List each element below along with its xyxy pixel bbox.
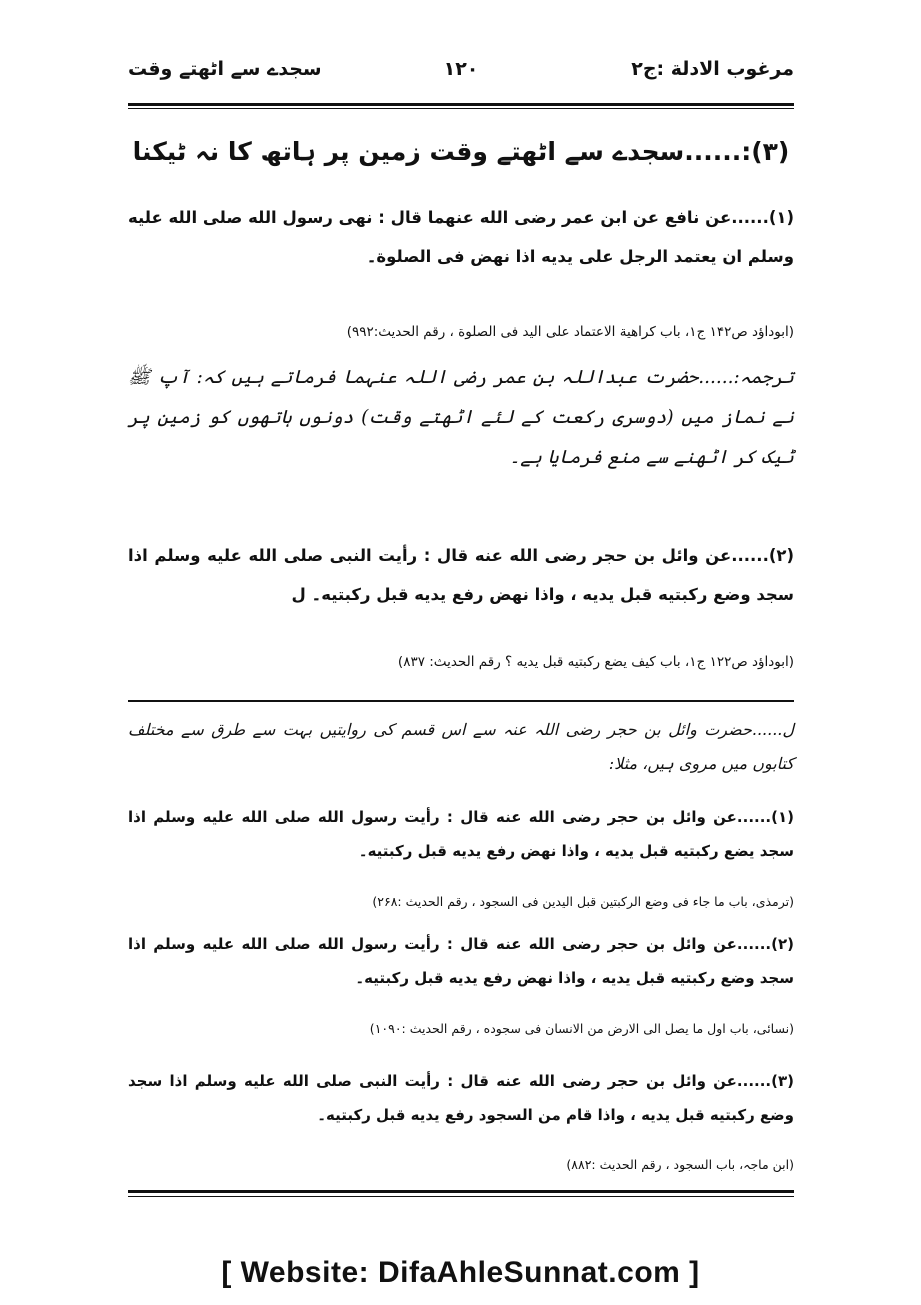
header-rule	[128, 103, 794, 106]
footnote-item-1-reference: (ترمذی، باب ما جاء فی وضع الرکبتین قبل الیدین فی السجود ، رقم الحدیث :۲۶۸)	[372, 894, 794, 909]
section-title: (۳):......سجدے سے اٹھتے وقت زمین پر ہاتھ کا نہ ٹیکنا	[132, 137, 790, 166]
header-rule-thin	[128, 108, 794, 109]
website-footer: [ Website: DifaAhleSunnat.com ]	[221, 1256, 700, 1289]
page-number: ۱۲۰	[443, 58, 479, 80]
hadith-1-text: (۱)......عن نافع عن ابن عمر رضی الله عنهما قال : نهی رسول الله صلی الله علیه وسلم ان یعتمد الرجل علی یدیه اذا نهض فی الصلوة۔	[128, 208, 794, 266]
footnote-separator	[128, 700, 794, 702]
bottom-rule	[128, 1190, 794, 1193]
hadith-1-reference: (ابوداؤد ص۱۴۲ ج۱، باب کراهیة الاعتماد علی الید فی الصلوة ، رقم الحدیث:۹۹۲)	[346, 324, 794, 340]
footnote-item-3-text: (۳)......عن وائل بن حجر رضی الله عنه قال : رأیت النبی صلی الله علیه وسلم اذا سجد وضع رکبتیه قبل یدیه ، واذا قام من السجود رفع یدیه قبل رکبتیه۔	[128, 1072, 794, 1124]
footnote-intro: ل......حضرت وائل بن حجر رضی اللہ عنہ سے اس قسم کی روایتیں بہت سے طرق سے مختلف کتابوں میں مروی ہیں، مثلا:	[128, 720, 794, 773]
footnote-item-1-text: (۱)......عن وائل بن حجر رضی الله عنه قال : رأیت رسول الله صلی الله علیه وسلم اذا سجد یضع رکبتیه قبل یدیه ، واذا نهض رفع یدیه قبل رکبتیه۔	[128, 808, 794, 860]
book-title: مرغوب الادلة :ج۲	[631, 58, 794, 80]
footnote-item-2-text: (۲)......عن وائل بن حجر رضی الله عنه قال : رأیت رسول الله صلی الله علیه وسلم اذا سجد وضع رکبتیه قبل یدیه ، واذا نهض رفع یدیه قبل رکبتیه۔	[128, 935, 794, 987]
footnote-item-3-reference: (ابن ماجہ، باب السجود ، رقم الحدیث :۸۸۲)	[566, 1157, 794, 1172]
footnote-item-2-reference: (نسائی، باب اول ما یصل الی الارض من الانسان فی سجوده ، رقم الحدیث :۱۰۹۰)	[369, 1021, 794, 1036]
page-header	[128, 52, 794, 96]
bottom-rule-thin	[128, 1196, 794, 1197]
hadith-1-translation: ترجمہ:......حضرت عبداللہ بن عمر رضی اللہ عنہما فرماتے ہیں کہ: آپ ﷺ نے نماز میں (دوسری رکعت کے لئے اٹھتے وقت) دونوں ہاتھوں کو زمین پر ٹیک کر اٹھنے سے منع فرمایا ہے۔	[128, 367, 794, 468]
running-title: سجدے سے اٹھتے وقت	[128, 58, 322, 80]
hadith-2-reference: (ابوداؤد ص۱۲۲ ج۱، باب کیف یضع رکبتیه قبل یدیه ؟ رقم الحدیث: ۸۳۷)	[397, 654, 794, 670]
hadith-2-text: (۲)......عن وائل بن حجر رضی الله عنه قال : رأیت النبی صلی الله علیه وسلم اذا سجد وضع رکبتیه قبل یدیه ، واذا نهض رفع یدیه قبل رکبتیه۔ ل	[128, 546, 794, 604]
